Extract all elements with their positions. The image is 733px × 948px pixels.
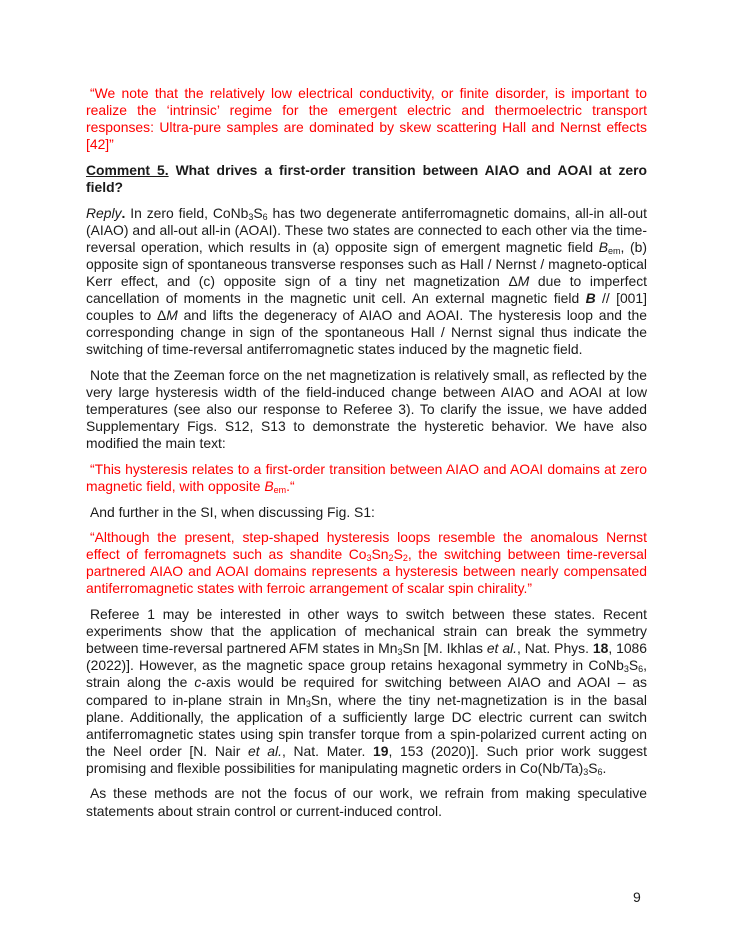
text: S [393, 546, 403, 563]
citation-volume: 18 [592, 640, 609, 657]
text: Referee 1 may be interested in other ways to switch between these states. Recent experiments show that the application of mechanical strain can break the symmetry between time-reversal partnered AFM states in Mn [86, 606, 647, 657]
text: Sn [371, 546, 389, 563]
text: Sn [M. Ikhlas [402, 640, 487, 657]
closing-paragraph [86, 785, 647, 819]
subscript: 2 [402, 553, 408, 564]
text: Sn, where the tiny net-magnetization is in the basal plane. Additionally, the application of a sufficiently large DC electric current can switch antiferromagnetic states using spin transfer torque from a spin-polarized current acting on the Neel order [N. Nair [86, 691, 647, 759]
quote-text: “We note that the relatively low electrical conductivity, or finite disorder, is important to realize the ‘intrinsic’ regime for the emergent electric and thermoelectric transport responses: Ultra-pure samples are dominated by skew scattering Hall and Nernst effects [42]” [86, 85, 647, 153]
citation-etal: et al. [486, 640, 518, 657]
text: Note that the Zeeman force on the net magnetization is relatively small, as reflected by the very large hysteresis width of the field-induced change between AIAO and AOAI at low temperatures (see also our response to Referee 3). To clarify the issue, we have added Supplementary Figs. S12, S13 to demonstrate the hysteretic behavior. We have also modified the main text: [86, 366, 647, 452]
page-number: 9 [633, 889, 641, 905]
subscript: em [608, 245, 621, 256]
text: , strain along the [86, 657, 647, 691]
subscript: 3 [305, 698, 311, 709]
text: . [602, 759, 607, 776]
symbol-b-field: B [585, 290, 596, 307]
text: S [588, 759, 598, 776]
citation-etal: et al. [248, 742, 282, 759]
zeeman-paragraph [86, 367, 647, 452]
text: , the switching between time-reversal partnered AIAO and AOAI domains represents a hysteresis between nearly compensated antiferromagnetic states with ferroic arrangement of scalar spin chirality.” [86, 546, 647, 597]
subscript: 3 [623, 664, 629, 675]
symbol-m: M [166, 307, 178, 324]
text: , Nat. Mater. [281, 742, 373, 759]
further-paragraph [86, 504, 647, 521]
text: “This hysteresis relates to a first-order transition between AIAO and AOAI domains at zero magnetic field, with opposite [86, 460, 647, 494]
text: , (b) opposite sign of spontaneous transverse responses such as Hall / Nernst / magneto-optical Kerr effect, and (c) opposite sign of a tiny net magnetization Δ [86, 238, 647, 289]
text: and lifts the degeneracy of AIAO and AOAI. The hysteresis loop and the corresponding change in sign of the spontaneous Hall / Nernst signal thus indicate the switching of time-reversal antiferromagnetic states induced by the magnetic field. [86, 307, 647, 358]
text: “Although the present, step-shaped hysteresis loops resemble the anomalous Nernst effect of ferromagnets such as shandite Co [86, 529, 647, 563]
symbol-b: B [598, 238, 609, 255]
symbol-b: B [264, 477, 274, 494]
subscript: 3 [397, 647, 403, 658]
comment-label: Comment 5. [86, 161, 169, 178]
subscript: 3 [366, 553, 372, 564]
subscript: 6 [597, 766, 603, 777]
subscript: em [273, 484, 287, 495]
quote-si [86, 529, 647, 597]
quote-conductivity [86, 85, 647, 153]
reply-dot: . [121, 204, 126, 221]
text: , Nat. Phys. [517, 640, 593, 657]
reply-paragraph [86, 205, 647, 359]
subscript: 6 [638, 664, 644, 675]
subscript: 6 [262, 211, 268, 222]
text: -axis would be required for switching between AIAO and AOAI – as compared to in-plane strain in Mn [86, 674, 648, 708]
text: , 153 (2020)]. Such prior work suggest promising and flexible possibilities for manipulating magnetic orders in Co(Nb/Ta) [86, 742, 647, 776]
document-page [86, 85, 647, 828]
comment-heading [86, 162, 647, 196]
quote-hysteresis [86, 461, 647, 495]
referee1-paragraph [86, 606, 647, 777]
text: As these methods are not the focus of our work, we refrain from making speculative statements about strain control or current-induced control. [86, 785, 647, 819]
text: has two degenerate antiferromagnetic domains, all-in all-out (AIAO) and all-out all-in (AOAI). These two states are connected to each other via the time-reversal operation, which results in (a) opposite sign of emergent magnetic field [86, 204, 647, 255]
comment-question: What drives a first-order transition between AIAO and AOAI at zero field? [86, 161, 648, 195]
reply-label: Reply [86, 204, 122, 221]
text: , 1086 (2022)]. However, as the magnetic space group retains hexagonal symmetry in CoNb [86, 640, 647, 674]
subscript: 3 [248, 211, 254, 222]
symbol-m: M [517, 272, 530, 289]
text: In zero field, CoNb [125, 204, 249, 221]
text: due to imperfect cancellation of moments in the magnetic unit cell. An external magnetic field [86, 272, 647, 307]
subscript: 2 [388, 553, 394, 564]
subscript: 3 [583, 766, 589, 777]
text: S [628, 657, 639, 674]
citation-volume: 19 [373, 742, 389, 759]
text: And further in the SI, when discussing Fig. S1: [90, 503, 375, 520]
text: .“ [286, 477, 295, 494]
text: S [253, 204, 263, 221]
text: // [001] couples to Δ [86, 290, 647, 324]
symbol-c: c [194, 674, 202, 691]
